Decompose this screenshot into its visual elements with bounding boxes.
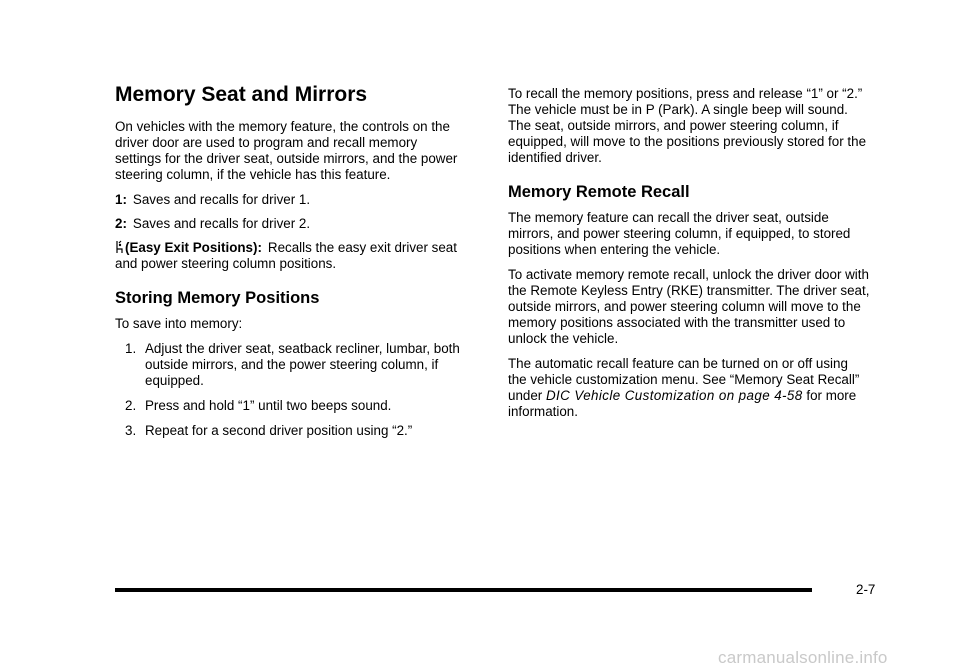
list-item (115, 398, 465, 414)
intro-paragraph: On vehicles with the memory feature, the controls on the driver door are used to program and recall memory settings for the driver seat, outside mirrors, and the power steering column, if the vehicle has this feature. (115, 119, 458, 182)
easy-exit-text: Recalls the easy exit driver seat and power steering column positions. (115, 240, 457, 271)
list-item (115, 423, 465, 439)
recall-paragraph: To recall the memory positions, press and release “1” or “2.” The vehicle must be in P (Park). A single beep will sound. The seat, outside mirrors, and power steering column, if equipped, will move to the positions previously stored for the identified driver. (508, 86, 867, 165)
remote-paragraph-2: To activate memory remote recall, unlock the driver door with the Remote Keyless Entry (RKE) transmitter. The driver seat, outside mirrors, and power steering column will move to the memory positions associated with the transmitter used to unlock the vehicle. (508, 267, 870, 346)
step-number: 1. (125, 341, 137, 356)
cross-reference-link[interactable]: DIC Vehicle Customization on page 4-58 (545, 388, 803, 403)
step-text: Adjust the driver seat, seatback recliner, lumbar, both outside mirrors, and the power steering column, if equipped. (145, 341, 460, 388)
page-number: 2-7 (856, 582, 876, 597)
driver-1-label: 1: (115, 192, 127, 207)
storing-heading: Storing Memory Positions (115, 289, 320, 307)
right-column (508, 86, 870, 429)
remote-paragraph-1: The memory feature can recall the driver seat, outside mirrors, and power steering column, if equipped, to stored positions when entering the vehicle. (508, 210, 851, 257)
remote-paragraph-3-text: The automatic recall feature can be turned on or off using the vehicle customization menu. See “Memory Seat Recall” under (508, 356, 860, 403)
driver-2-item (115, 216, 465, 232)
step-text: Press and hold “1” until two beeps sound. (145, 398, 392, 413)
step-number: 3. (125, 423, 137, 438)
step-number: 2. (125, 398, 137, 413)
step-text: Repeat for a second driver position using “2.” (145, 423, 413, 438)
watermark: carmanualsonline.info (718, 648, 888, 667)
driver-1-text: Saves and recalls for driver 1. (132, 192, 311, 207)
section-title: Memory Seat and Mirrors (115, 83, 368, 106)
easy-exit-item (115, 240, 465, 272)
driver-2-text: Saves and recalls for driver 2. (132, 216, 311, 231)
remote-paragraph-3-end: for more information. (508, 388, 857, 419)
driver-1-item (115, 192, 465, 208)
remote-paragraph-3 (508, 356, 870, 420)
list-item (115, 341, 465, 389)
steps-list (115, 341, 465, 439)
driver-2-label: 2: (115, 216, 127, 231)
left-column (115, 82, 465, 448)
storing-intro: To save into memory: (115, 316, 243, 331)
footer-rule (115, 588, 812, 592)
easy-exit-label: (Easy Exit Positions): (125, 240, 262, 255)
remote-recall-heading: Memory Remote Recall (508, 183, 690, 201)
easy-exit-seat-icon (115, 240, 124, 254)
